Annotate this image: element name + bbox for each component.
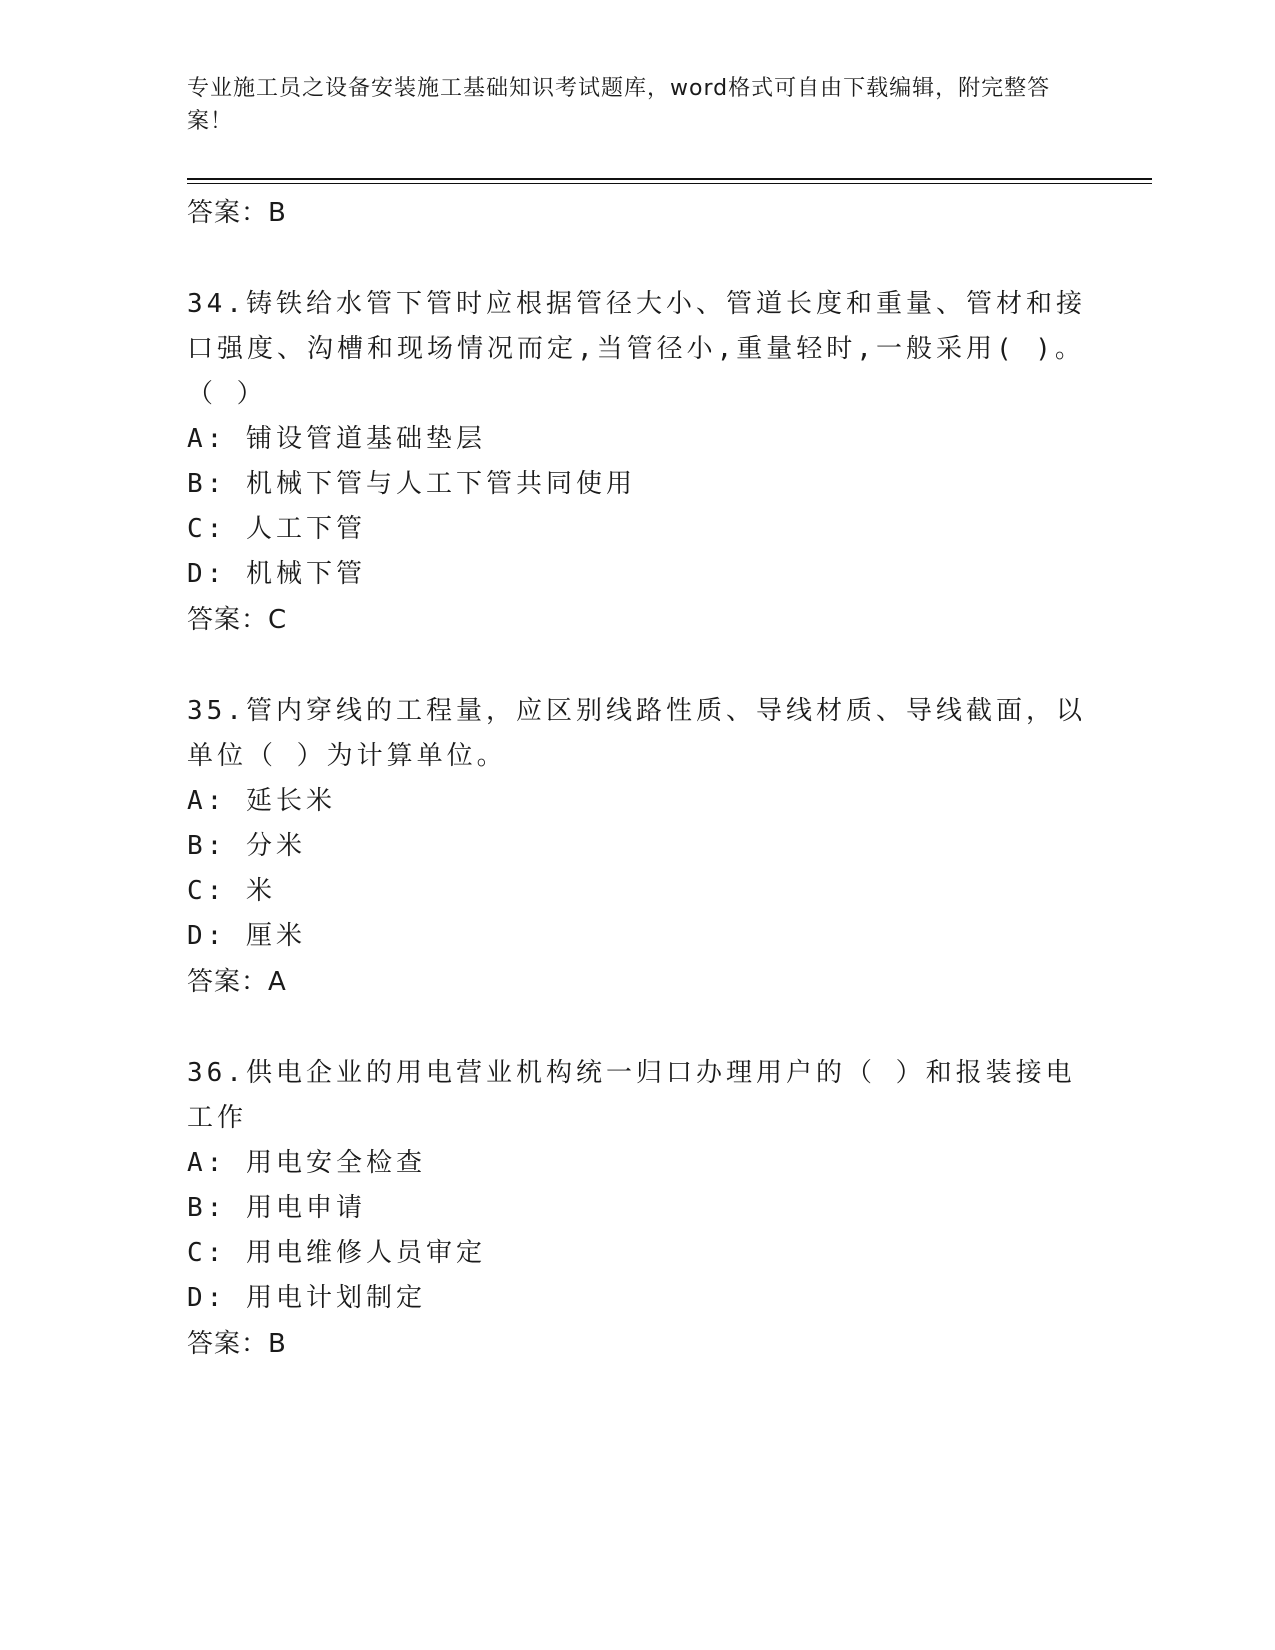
option-a: A: 延长米 [187,786,336,816]
option-b: B: 分米 [187,831,306,861]
option-c: C: 人工下管 [187,514,366,544]
spacer [187,1005,1087,1051]
question-35 [187,689,1087,1005]
previous-answer: 答案：B [187,198,287,228]
spacer [187,643,1087,689]
question-34 [187,282,1087,643]
option-d: D: 用电计划制定 [187,1283,426,1313]
question-list [187,190,1087,1367]
question-36 [187,1051,1087,1367]
option-b: B: 用电申请 [187,1193,366,1223]
question-text: 35.管内穿线的工程量，应区别线路性质、导线材质、导线截面，以单位（ ）为计算单位。 [187,696,1086,771]
document-header: 专业施工员之设备安装施工基础知识考试题库，word格式可自由下载编辑，附完整答案！ [187,76,1051,134]
spacer [187,236,1087,282]
option-c: C: 米 [187,876,276,906]
header-divider-thin [187,183,1152,184]
answer-line: 答案：A [187,967,287,997]
option-b: B: 机械下管与人工下管共同使用 [187,469,636,499]
question-text: 36.供电企业的用电营业机构统一归口办理用户的（ ）和报装接电工作 [187,1058,1076,1133]
question-text: 34.铸铁给水管下管时应根据管径大小、管道长度和重量、管材和接口强度、沟槽和现场情况而定,当管径小,重量轻时,一般采用( )。（ ） [187,289,1086,409]
header-divider-thick [187,178,1152,180]
option-c: C: 用电维修人员审定 [187,1238,486,1268]
option-d: D: 机械下管 [187,559,366,589]
answer-line: 答案：B [187,1329,287,1359]
answer-line: 答案：C [187,605,288,635]
option-a: A: 用电安全检查 [187,1148,426,1178]
option-a: A: 铺设管道基础垫层 [187,424,486,454]
option-d: D: 厘米 [187,921,306,951]
